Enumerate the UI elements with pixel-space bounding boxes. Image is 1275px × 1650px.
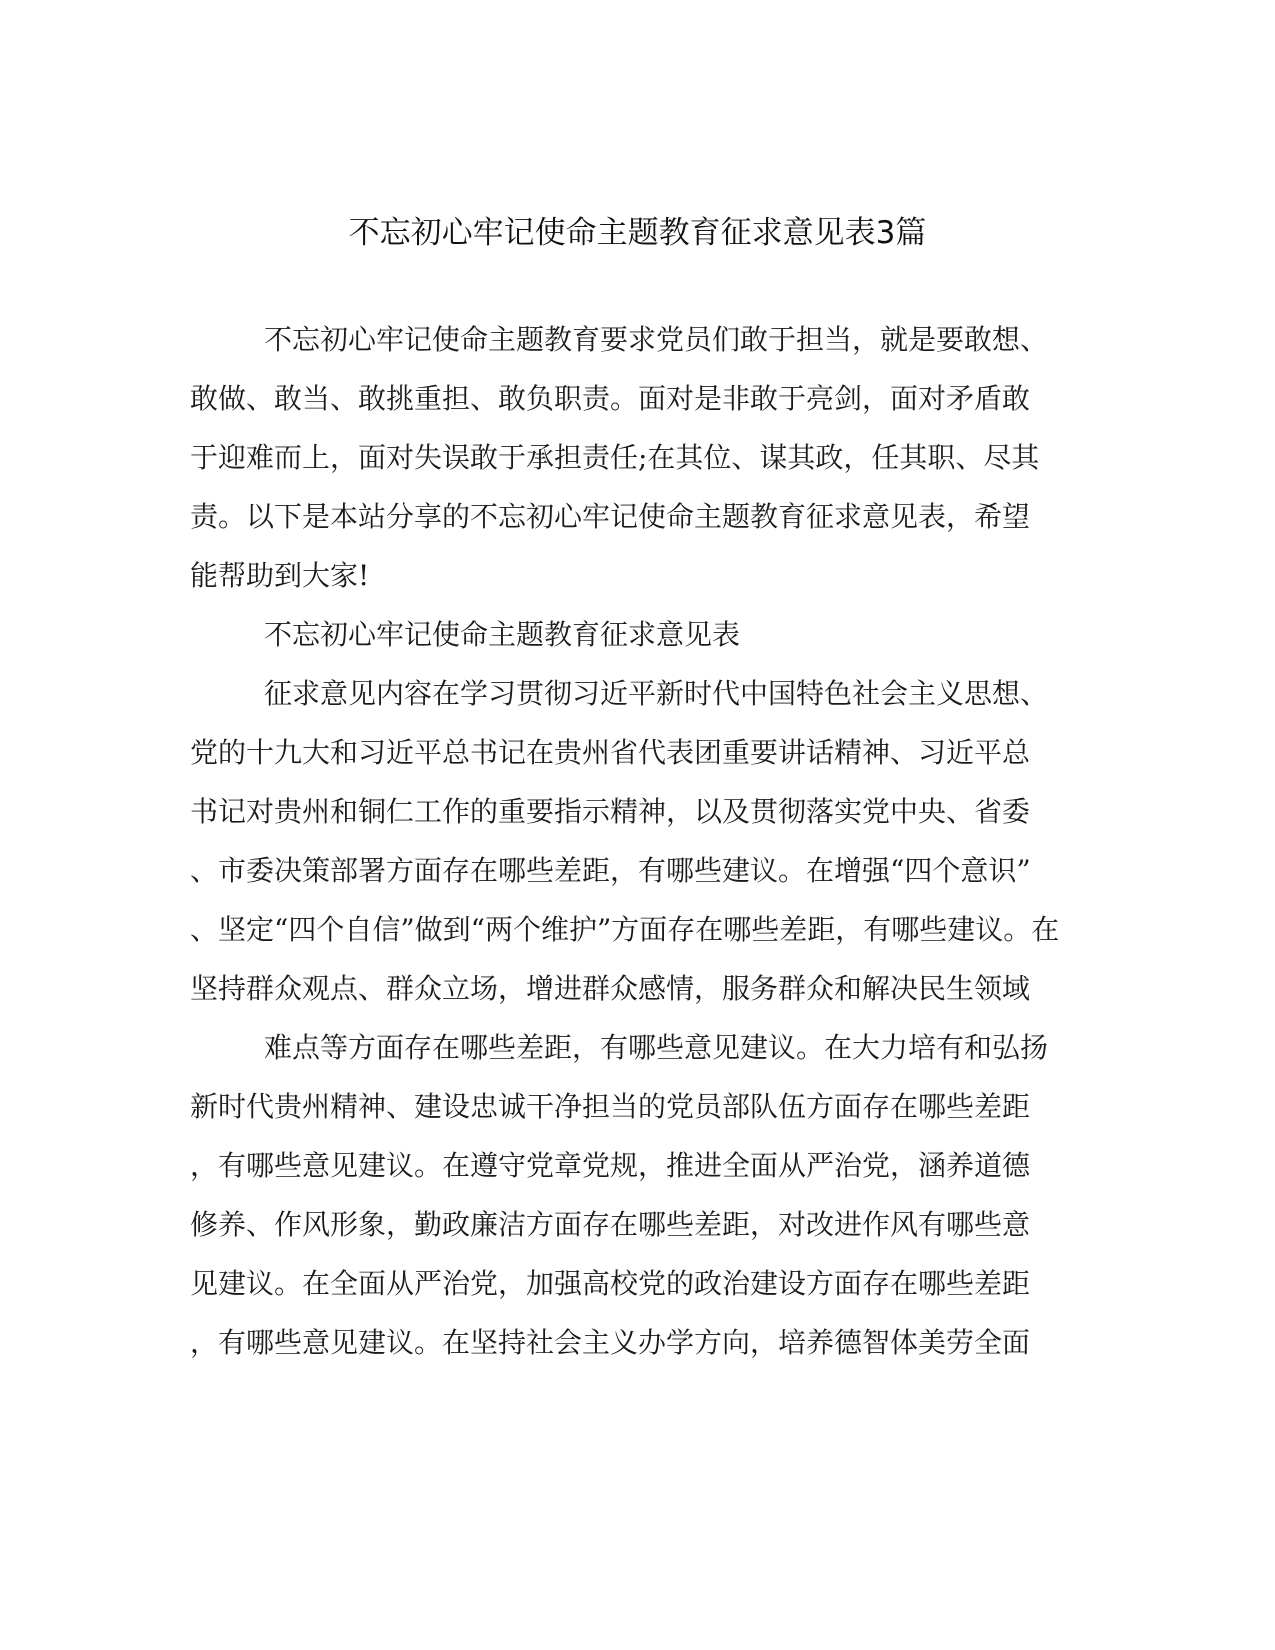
body-line: 新时代贵州精神、建设忠诚干净担当的党员部队伍方面存在哪些差距	[190, 1090, 1031, 1123]
body-line: ，有哪些意见建议。在遵守党章党规，推进全面从严治党，涵养道德	[190, 1149, 1031, 1182]
body-line: 修养、作风形象，勤政廉洁方面存在哪些差距，对改进作风有哪些意	[190, 1208, 1031, 1241]
body-line: 征求意见内容在学习贯彻习近平新时代中国特色社会主义思想、	[264, 677, 1049, 710]
intro-line: 敢做、敢当、敢挑重担、敢负职责。面对是非敢于亮剑，面对矛盾敢	[190, 382, 1031, 415]
body-line: 、坚定“四个自信”做到“两个维护”方面存在哪些差距，有哪些建议。在	[190, 913, 1060, 946]
body-line: 坚持群众观点、群众立场，增进群众感情，服务群众和解决民生领域	[190, 972, 1031, 1005]
intro-line: 不忘初心牢记使命主题教育要求党员们敢于担当，就是要敢想、	[264, 323, 1049, 356]
body-line: 见建议。在全面从严治党，加强高校党的政治建设方面存在哪些差距	[190, 1267, 1031, 1300]
body-line: 书记对贵州和铜仁工作的重要指示精神，以及贯彻落实党中央、省委	[190, 795, 1031, 828]
body-line: 难点等方面存在哪些差距，有哪些意见建议。在大力培有和弘扬	[264, 1031, 1049, 1064]
body-line: 党的十九大和习近平总书记在贵州省代表团重要讲话精神、习近平总	[190, 736, 1031, 769]
section-subheading: 不忘初心牢记使命主题教育征求意见表	[264, 618, 741, 651]
body-line: 、市委决策部署方面存在哪些差距，有哪些建议。在增强“四个意识”	[190, 854, 1031, 887]
document-title: 不忘初心牢记使命主题教育征求意见表3篇	[348, 215, 927, 251]
intro-line: 于迎难而上，面对失误敢于承担责任;在其位、谋其政，任其职、尽其	[190, 441, 1040, 474]
intro-line: 责。以下是本站分享的不忘初心牢记使命主题教育征求意见表，希望	[190, 500, 1031, 533]
intro-line: 能帮助到大家!	[190, 559, 370, 592]
body-line: ，有哪些意见建议。在坚持社会主义办学方向，培养德智体美劳全面	[190, 1326, 1031, 1359]
